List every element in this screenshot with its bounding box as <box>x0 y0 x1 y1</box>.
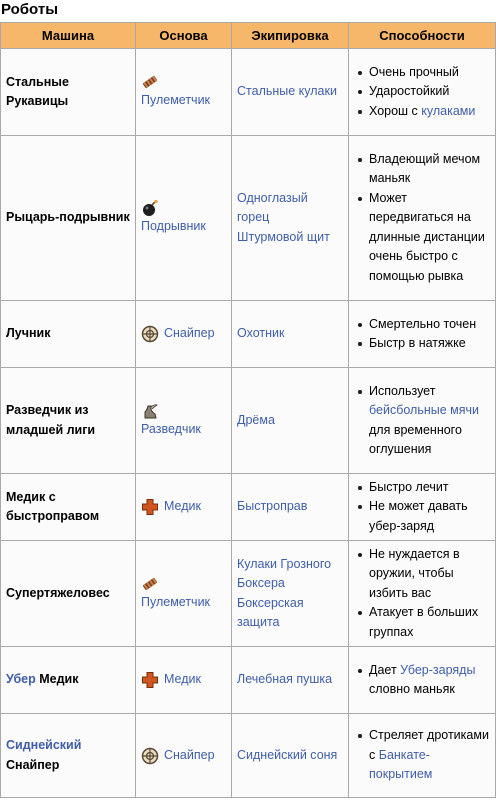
equipment-cell <box>232 714 349 798</box>
equipment-link[interactable]: Сиднейский соня <box>237 747 338 762</box>
base-cell <box>136 474 232 541</box>
machine-name: Снайпер <box>6 757 60 772</box>
ability-text: Очень прочный <box>369 64 459 79</box>
base-cell <box>136 647 232 714</box>
medic-cross-icon <box>141 498 159 516</box>
ability-item <box>369 334 490 354</box>
equipment-link[interactable]: Стальные кулаки <box>237 84 337 99</box>
ability-text: для временного оглушения <box>369 422 462 456</box>
ability-text: Дает <box>369 662 401 677</box>
robots-table <box>0 22 496 798</box>
ability-link[interactable]: Банкате-покрытием <box>369 747 433 782</box>
crosshair-icon <box>141 325 159 343</box>
base-link[interactable]: Медик <box>164 499 201 514</box>
heavy-bullets-icon <box>141 73 159 91</box>
machine-cell <box>1 301 136 368</box>
machine-name: Стальные Рукавицы <box>6 74 69 108</box>
table-row <box>1 136 496 301</box>
page-title: Роботы <box>1 1 59 18</box>
abilities-cell <box>349 368 496 474</box>
ability-item <box>369 150 490 189</box>
ability-link[interactable]: кулаками <box>421 103 476 118</box>
ability-text: словно маньяк <box>369 682 455 696</box>
ability-text: Ударостойкий <box>369 84 450 99</box>
abilities-cell <box>349 301 496 368</box>
ability-item <box>369 497 490 536</box>
ability-item <box>369 661 490 700</box>
ability-text: Стреляет дротиками с <box>369 728 489 762</box>
ability-item <box>369 726 490 785</box>
medic-cross-icon <box>141 671 159 689</box>
winged-shoe-icon <box>141 402 159 420</box>
machine-cell <box>1 541 136 647</box>
ability-item <box>369 478 490 498</box>
ability-item <box>369 63 490 83</box>
heavy-bullets-icon <box>141 575 159 593</box>
equipment-link[interactable]: Боксерская защита <box>237 595 304 629</box>
table-header-row <box>1 23 496 49</box>
base-link[interactable]: Разведчик <box>141 421 201 436</box>
machine-cell <box>1 49 136 136</box>
table-row <box>1 541 496 647</box>
equipment-link[interactable]: Одноглазый горец <box>237 190 308 225</box>
header-abilities: Способности <box>349 23 496 49</box>
machine-name: Рыцарь-подрывник <box>6 210 130 225</box>
equipment-cell <box>232 541 349 647</box>
machine-name: Супертяжеловес <box>6 585 110 600</box>
equipment-cell <box>232 301 349 368</box>
equipment-cell <box>232 474 349 541</box>
table-row <box>1 301 496 368</box>
ability-text: Владеющий мечом маньяк <box>369 151 481 186</box>
equipment-link[interactable]: Охотник <box>237 326 285 341</box>
ability-item <box>369 603 490 642</box>
ability-text: Не может давать убер-заряд <box>369 499 468 533</box>
table-row <box>1 647 496 714</box>
base-cell <box>136 541 232 647</box>
base-link[interactable]: Медик <box>164 672 201 687</box>
header-machine: Машина <box>1 23 136 49</box>
base-cell <box>136 136 232 301</box>
base-cell <box>136 301 232 368</box>
machine-name: Разведчик из младшей лиги <box>6 403 96 437</box>
machine-link[interactable]: Убер <box>6 672 36 687</box>
bomb-icon <box>141 199 159 217</box>
header-base: Основа <box>136 23 232 49</box>
equipment-cell <box>232 49 349 136</box>
machine-cell <box>1 368 136 474</box>
ability-item <box>369 102 490 122</box>
machine-name: Медик с быстроправом <box>6 489 100 523</box>
machine-cell <box>1 136 136 301</box>
table-row <box>1 474 496 541</box>
equipment-link[interactable]: Кулаки Грозного Боксера <box>237 556 332 590</box>
ability-text: Хорош с <box>369 103 422 118</box>
table-row <box>1 714 496 798</box>
base-link[interactable]: Снайпер <box>164 326 215 341</box>
machine-cell <box>1 714 136 798</box>
abilities-cell <box>349 474 496 541</box>
abilities-cell <box>349 49 496 136</box>
equipment-link[interactable]: Штурмовой щит <box>237 229 330 244</box>
ability-link[interactable]: Убер-заряды <box>400 662 476 677</box>
ability-item <box>369 382 490 460</box>
base-cell <box>136 49 232 136</box>
ability-item <box>369 315 490 335</box>
ability-text: Смертельно точен <box>369 316 477 331</box>
ability-text: Не нуждается в оружии, чтобы избить вас <box>369 546 460 600</box>
equipment-cell <box>232 368 349 474</box>
crosshair-icon <box>141 747 159 765</box>
ability-text: Использует <box>369 383 436 398</box>
base-cell <box>136 368 232 474</box>
equipment-link[interactable]: Лечебная пушка <box>237 672 333 687</box>
header-equipment: Экипировка <box>232 23 349 49</box>
equipment-cell <box>232 136 349 301</box>
table-row <box>1 49 496 136</box>
ability-item <box>369 82 490 102</box>
machine-cell <box>1 474 136 541</box>
abilities-cell <box>349 136 496 301</box>
ability-text: Атакует в больших группах <box>369 605 479 639</box>
ability-item <box>369 189 490 287</box>
machine-cell <box>1 647 136 714</box>
equipment-cell <box>232 647 349 714</box>
ability-text: Быстр в натяжке <box>369 336 466 350</box>
ability-item <box>369 545 490 604</box>
ability-link[interactable]: бейсбольные мячи <box>369 403 480 417</box>
equipment-link[interactable]: Быстроправ <box>237 499 308 514</box>
abilities-cell <box>349 647 496 714</box>
machine-name: Медик <box>35 672 79 687</box>
abilities-cell <box>349 714 496 798</box>
machine-link[interactable]: Сиднейский <box>6 738 82 752</box>
machine-name: Лучник <box>6 326 51 341</box>
ability-text: Быстро лечит <box>369 479 449 494</box>
abilities-cell <box>349 541 496 647</box>
base-link[interactable]: Пулеметчик <box>141 594 211 609</box>
equipment-link[interactable]: Дрёма <box>237 412 275 427</box>
base-link[interactable]: Подрывник <box>141 219 206 234</box>
base-cell <box>136 714 232 798</box>
base-link[interactable]: Пулеметчик <box>141 93 211 108</box>
table-row <box>1 368 496 474</box>
base-link[interactable]: Снайпер <box>164 747 215 762</box>
ability-text: Может передвигаться на длинные дистанции очень быстро с помощью рывка <box>369 190 485 283</box>
